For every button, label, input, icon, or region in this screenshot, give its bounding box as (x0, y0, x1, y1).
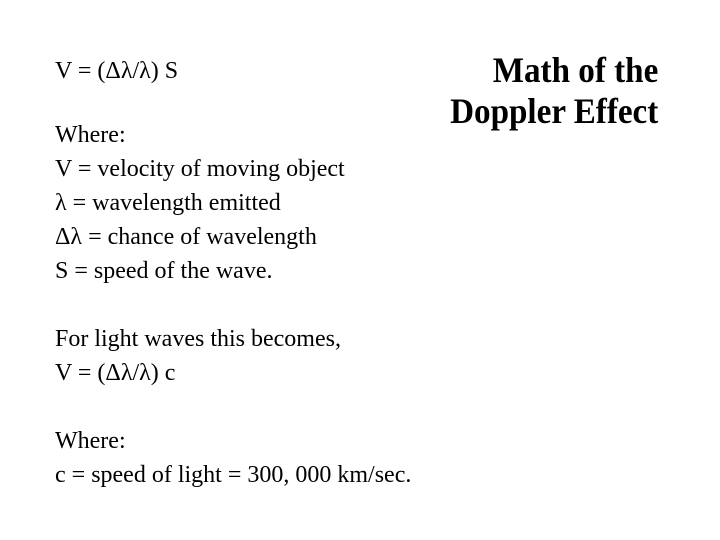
where-label: Where: (55, 122, 126, 148)
wavelength-definition: λ = wavelength emitted (55, 190, 281, 216)
velocity-definition: V = velocity of moving object (55, 156, 345, 182)
light-wave-intro: For light waves this becomes, (55, 326, 341, 352)
slide-title-line-2: Doppler Effect (449, 91, 658, 131)
where-label-2: Where: (55, 428, 126, 454)
slide-title (450, 50, 658, 132)
variable-definitions (55, 118, 345, 288)
general-doppler-formula: V = (Δλ/λ) S (55, 58, 179, 84)
light-wave-section (55, 322, 341, 390)
wavelength-change-definition: Δλ = chance of wavelength (55, 224, 317, 250)
slide-title-line-1: Math of the (492, 50, 658, 90)
light-definitions (55, 424, 411, 492)
speed-of-light-definition: c = speed of light = 300, 000 km/sec. (55, 462, 412, 488)
light-doppler-formula: V = (Δλ/λ) c (55, 360, 176, 386)
wave-speed-definition: S = speed of the wave. (55, 258, 273, 284)
